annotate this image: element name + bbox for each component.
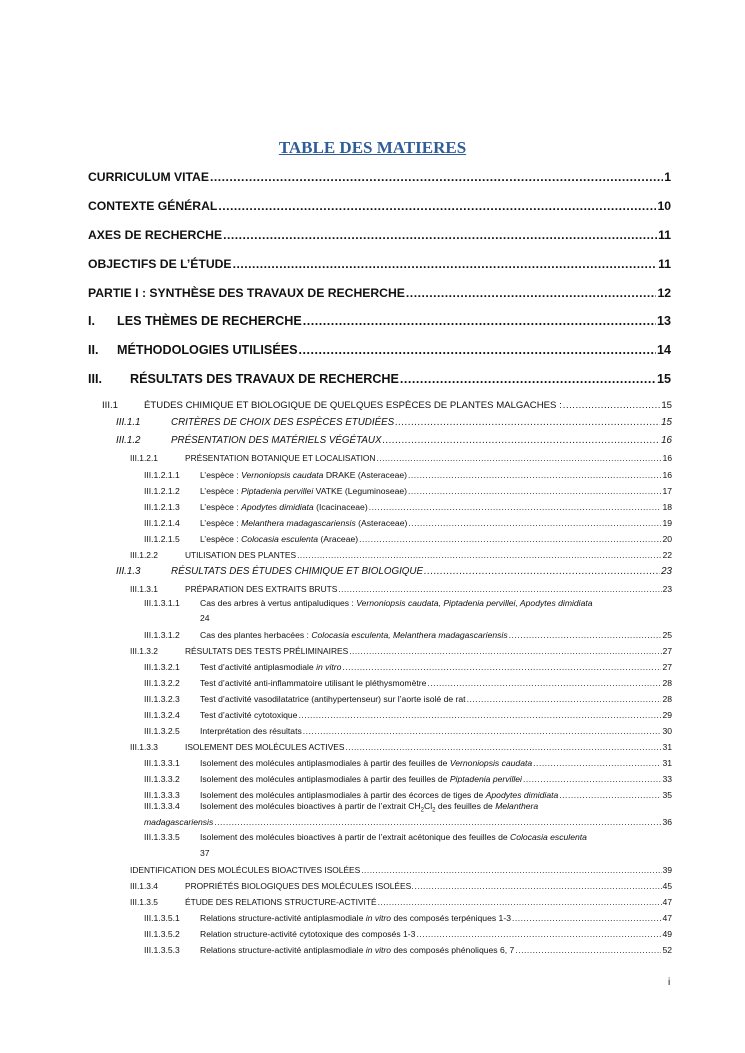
toc-entry-page: 20 — [662, 534, 672, 544]
toc-entry-iii-1-3-4[interactable] — [130, 881, 672, 891]
toc-entry-iii-1-3-5[interactable] — [130, 897, 672, 907]
toc-entry-iii-1-2-1-2[interactable] — [144, 486, 672, 496]
toc-entry-title: L’espèce : Vernoniopsis caudata DRAKE (Asteraceae) — [200, 470, 408, 480]
toc-entry-title-continued: madagascariensis — [144, 817, 214, 827]
toc-entry-title: Isolement des molécules bioactives à partir de l’extrait $CH_2Cl_2$ des feuilles de Melanthera — [200, 801, 539, 814]
toc-entry-title: CURRICULUM VITAE — [88, 170, 209, 184]
toc-entry-title: ÉTUDE DES RELATIONS STRUCTURE-ACTIVITÉ — [185, 897, 377, 907]
toc-entry-page: 36 — [662, 817, 672, 827]
toc-entry-title: PRÉSENTATION DES MATÉRIELS VÉGÉTAUX — [171, 435, 382, 446]
toc-entry-title: ISOLEMENT DES MOLÉCULES ACTIVES — [185, 742, 345, 752]
toc-entry-iii-1-3-2-5[interactable] — [144, 726, 672, 736]
toc-entry-number: III.1.3.5.3 — [144, 945, 180, 955]
toc-entry-page: 1 — [664, 170, 671, 184]
toc-entry-number: III.1.2.1.2 — [144, 486, 180, 496]
toc-entry-iii-1-3-2[interactable] — [130, 646, 672, 656]
toc-entry-title: CRITÈRES DE CHOIX DES ESPÈCES ETUDIÉES — [171, 417, 395, 428]
toc-entry-number: III.1.2.1 — [130, 453, 158, 463]
toc-entry-title: Cas des plantes herbacées : Colocasia esculenta, Melanthera madagascariensis — [200, 630, 508, 640]
toc-entry-number: III.1.3.2 — [130, 646, 158, 656]
toc-entry-iii-1-3-2-1[interactable] — [144, 662, 672, 672]
toc-entry-page: 23 — [661, 566, 672, 577]
page-number: i — [668, 977, 671, 988]
toc-entry-number: III.1.2.1.5 — [144, 534, 180, 544]
toc-entry-page: 15 — [661, 400, 672, 411]
page-title: TABLE DES MATIERES — [278, 138, 467, 157]
toc-entry-page: 30 — [662, 726, 672, 736]
toc-entry-number: I. — [88, 314, 95, 328]
toc-entry-page: 25 — [662, 630, 672, 640]
toc-entry-page: 13 — [656, 314, 671, 328]
toc-entry-page: 17 — [662, 486, 672, 496]
toc-entry-number: III.1.3.3.4 — [144, 801, 180, 811]
toc-entry-page: 33 — [662, 774, 672, 784]
toc-entry-iii-1-3-1-1[interactable] — [144, 598, 672, 608]
toc-entry-number: III.1.3.1 — [130, 584, 158, 594]
toc-entry-iii-1-2-1-4[interactable] — [144, 518, 672, 528]
toc-entry-page: 10 — [657, 199, 671, 213]
toc-entry-number: III.1.3.5 — [130, 897, 158, 907]
toc-entry-title: LES THÈMES DE RECHERCHE — [117, 314, 302, 328]
toc-entry-page: 11 — [658, 228, 671, 242]
toc-entry-number: III.1.3.2.2 — [144, 678, 180, 688]
toc-entry-title: PARTIE I : SYNTHÈSE DES TRAVAUX DE RECHERCHE — [88, 286, 405, 300]
toc-entry-title: Isolement des molécules antiplasmodiales à partir des feuilles de Piptadenia pervillei — [200, 774, 522, 784]
toc-entry-title: AXES DE RECHERCHE — [88, 228, 223, 242]
toc-entry-page: 49 — [662, 929, 672, 939]
toc-entry-iii-1-2[interactable] — [116, 435, 672, 446]
toc-entry-iii-1-3-5-2[interactable] — [144, 929, 672, 939]
toc-entry-iii-1-3-3-1[interactable] — [144, 758, 672, 768]
toc-entry-curriculum-vitae[interactable] — [88, 170, 671, 184]
toc-entry-page: 31 — [662, 742, 672, 752]
toc-entry-title: Isolement des molécules bioactives à partir de l’extrait acétonique des feuilles de Colocasia esculenta — [200, 832, 587, 842]
toc-entry-page: 15 — [661, 417, 672, 428]
toc-entry-page: 28 — [662, 694, 672, 704]
toc-entry-page: 35 — [662, 790, 672, 800]
toc-entry-title: IDENTIFICATION DES MOLÉCULES BIOACTIVES ISOLÉES — [130, 865, 361, 875]
toc-entry-iii-1-3-3-3[interactable] — [144, 790, 672, 800]
toc-entry-iii-1-2-2[interactable] — [130, 550, 672, 560]
toc-entry-iii-1-3-1-2[interactable] — [144, 630, 672, 640]
toc-entry-title: PRÉSENTATION BOTANIQUE ET LOCALISATION — [185, 453, 376, 463]
toc-entry-number: III.1.2.1.4 — [144, 518, 180, 528]
toc-entry-number: III.1.3 — [116, 566, 141, 577]
toc-entry-number: III.1.3.3.5 — [144, 832, 180, 842]
toc-entry-number: III.1.1 — [116, 417, 141, 428]
toc-entry-number: III.1.3.3.1 — [144, 758, 180, 768]
toc-entry-contexte-general[interactable] — [88, 199, 671, 213]
toc-entry-page: 16 — [662, 453, 672, 463]
toc-entry-axes-de-recherche[interactable] — [88, 228, 671, 242]
toc-entry-iii-1-3-3-4[interactable] — [144, 801, 672, 814]
toc-entry-number: III.1.2 — [116, 435, 141, 446]
toc-entry-page: 27 — [662, 662, 672, 672]
toc-entry-iii-1-3-3-4-cont — [144, 817, 672, 827]
toc-entry-title: Isolement des molécules antiplasmodiales à partir des écorces de tiges de Apodytes dimidiata — [200, 790, 559, 800]
toc-entry-number: III.1.2.2 — [130, 550, 158, 560]
toc-entry-page: 47 — [662, 897, 672, 907]
toc-entry-title: L’espèce : Piptadenia pervillei VATKE (Leguminoseae) — [200, 486, 408, 496]
toc-entry-objectifs[interactable] — [88, 257, 671, 271]
toc-entry-number: III. — [88, 372, 102, 386]
toc-entry-title: PRÉPARATION DES EXTRAITS BRUTS — [185, 584, 338, 594]
toc-entry-page: 37 — [200, 848, 210, 858]
toc-entry-page: 45 — [662, 881, 672, 891]
toc-entry-page: 52 — [662, 945, 672, 955]
toc-entry-number: II. — [88, 343, 99, 357]
toc-entry-iii-1-3-5-3[interactable] — [144, 945, 672, 955]
toc-entry-iii-1-3-2-3[interactable] — [144, 694, 672, 704]
toc-entry-title: RÉSULTATS DES TESTS PRÉLIMINAIRES — [185, 646, 349, 656]
toc-entry-section-ii[interactable] — [88, 343, 671, 357]
toc-entry-title: L’espèce : Melanthera madagascariensis (Asteraceae) — [200, 518, 408, 528]
toc-entry-page: 11 — [658, 257, 671, 271]
toc-entry-page: 47 — [662, 913, 672, 923]
toc-entry-iii-1-2-1[interactable] — [130, 453, 672, 463]
toc-entry-page: 28 — [662, 678, 672, 688]
toc-entry-iii-1[interactable] — [102, 400, 672, 411]
toc-entry-page: 31 — [662, 758, 672, 768]
toc-entry-number: III.1.2.1.3 — [144, 502, 180, 512]
toc-entry-page: 27 — [662, 646, 672, 656]
toc-entry-title: L’espèce : Colocasia esculenta (Araceae) — [200, 534, 359, 544]
toc-entry-number: III.1.3.3.2 — [144, 774, 180, 784]
toc-entry-number: III.1.3.2.1 — [144, 662, 180, 672]
toc-entry-title: RÉSULTATS DES TRAVAUX DE RECHERCHE — [130, 372, 399, 386]
toc-entry-title: RÉSULTATS DES ÉTUDES CHIMIQUE ET BIOLOGIQUE — [171, 566, 424, 577]
toc-entry-title: ÉTUDES CHIMIQUE ET BIOLOGIQUE DE QUELQUES ESPÈCES DE PLANTES MALGACHES : — [144, 400, 562, 411]
toc-entry-iii-1-2-1-1[interactable] — [144, 470, 672, 480]
toc-entry-iii-1-1[interactable] — [116, 417, 672, 428]
toc-entry-page: 39 — [662, 865, 672, 875]
toc-entry-iii-1-3-5-1[interactable] — [144, 913, 672, 923]
toc-entry-page: 12 — [657, 286, 671, 300]
toc-entry-iii-1-3-2-4[interactable] — [144, 710, 672, 720]
toc-entry-iii-1-3-2-2[interactable] — [144, 678, 672, 688]
toc-entry-identification[interactable] — [130, 865, 672, 875]
toc-entry-number: III.1.3.4 — [130, 881, 158, 891]
toc-entry-iii-1-3-3-5[interactable] — [144, 832, 672, 842]
toc-entry-page: 29 — [662, 710, 672, 720]
toc-entry-number: III.1.3.2.3 — [144, 694, 180, 704]
toc-entry-title: Relations structure-activité antiplasmodiale in vitro des composés terpéniques 1-3 — [200, 913, 511, 923]
toc-entry-title: Interprétation des résultats — [200, 726, 302, 736]
toc-entry-section-iii[interactable] — [88, 372, 671, 386]
toc-entry-number: III.1.3.2.5 — [144, 726, 180, 736]
toc-entry-title: PROPRIÉTÉS BIOLOGIQUES DES MOLÉCULES ISOLÉES. — [185, 881, 414, 891]
toc-entry-iii-1-2-1-3[interactable] — [144, 502, 672, 512]
toc-entry-iii-1-3-3-2[interactable] — [144, 774, 672, 784]
toc-entry-iii-1-3-1[interactable] — [130, 584, 672, 594]
toc-entry-title: Test d’activité antiplasmodiale in vitro — [200, 662, 342, 672]
toc-entry-number: III.1.3.1.2 — [144, 630, 180, 640]
toc-entry-number: III.1.3.3.3 — [144, 790, 180, 800]
toc-entry-title: Isolement des molécules antiplasmodiales à partir des feuilles de Vernoniopsis caudata — [200, 758, 533, 768]
toc-entry-number: III.1.3.3 — [130, 742, 158, 752]
toc-entry-title: OBJECTIFS DE L’ÉTUDE — [88, 257, 232, 271]
toc-entry-title: L’espèce : Apodytes dimidiata (Icacinaceae) — [200, 502, 368, 512]
toc-entry-number: III.1.3.5.1 — [144, 913, 180, 923]
toc-entry-section-i[interactable] — [88, 314, 671, 328]
toc-entry-page: 16 — [662, 470, 672, 480]
toc-entry-page: 16 — [661, 435, 672, 446]
toc-entry-iii-1-3[interactable] — [116, 566, 672, 577]
toc-entry-number: III.1.3.2.4 — [144, 710, 180, 720]
toc-entry-title: Test d’activité vasodilatatrice (antihypertenseur) sur l’aorte isolé de rat — [200, 694, 466, 704]
toc-entry-iii-1-2-1-5[interactable] — [144, 534, 672, 544]
toc-entry-title: UTILISATION DES PLANTES — [185, 550, 297, 560]
toc-entry-page: 23 — [662, 584, 672, 594]
toc-entry-title: Relation structure-activité cytotoxique des composés 1-3 — [200, 929, 416, 939]
toc-entry-page: 18 — [662, 502, 672, 512]
toc-entry-number: III.1.2.1.1 — [144, 470, 180, 480]
toc-entry-page: 24 — [200, 613, 210, 623]
toc-entry-partie-1[interactable] — [88, 286, 671, 300]
toc-entry-page: 22 — [662, 550, 672, 560]
toc-entry-number: III.1.3.1.1 — [144, 598, 180, 608]
toc-entry-title: MÉTHODOLOGIES UTILISÉES — [117, 343, 298, 357]
toc-entry-title: Relations structure-activité antiplasmodiale in vitro des composés phénoliques 6, 7 — [200, 945, 515, 955]
toc-entry-page: 14 — [656, 343, 671, 357]
toc-entry-page: 19 — [662, 518, 672, 528]
toc-entry-title: CONTEXTE GÉNÉRAL — [88, 199, 218, 213]
toc-entry-number: III.1.3.5.2 — [144, 929, 180, 939]
toc-entry-title: Test d’activité cytotoxique — [200, 710, 298, 720]
toc-entry-number: III.1 — [102, 400, 118, 411]
toc-entry-iii-1-3-3[interactable] — [130, 742, 672, 752]
toc-entry-title: Cas des arbres à vertus antipaludiques : Vernoniopsis caudata, Piptadenia pervillei, Apodytes dimidiata — [200, 598, 593, 608]
toc-entry-title: Test d’activité anti-inflammatoire utilisant le pléthysmomètre — [200, 678, 427, 688]
toc-entry-page: 15 — [656, 372, 671, 386]
